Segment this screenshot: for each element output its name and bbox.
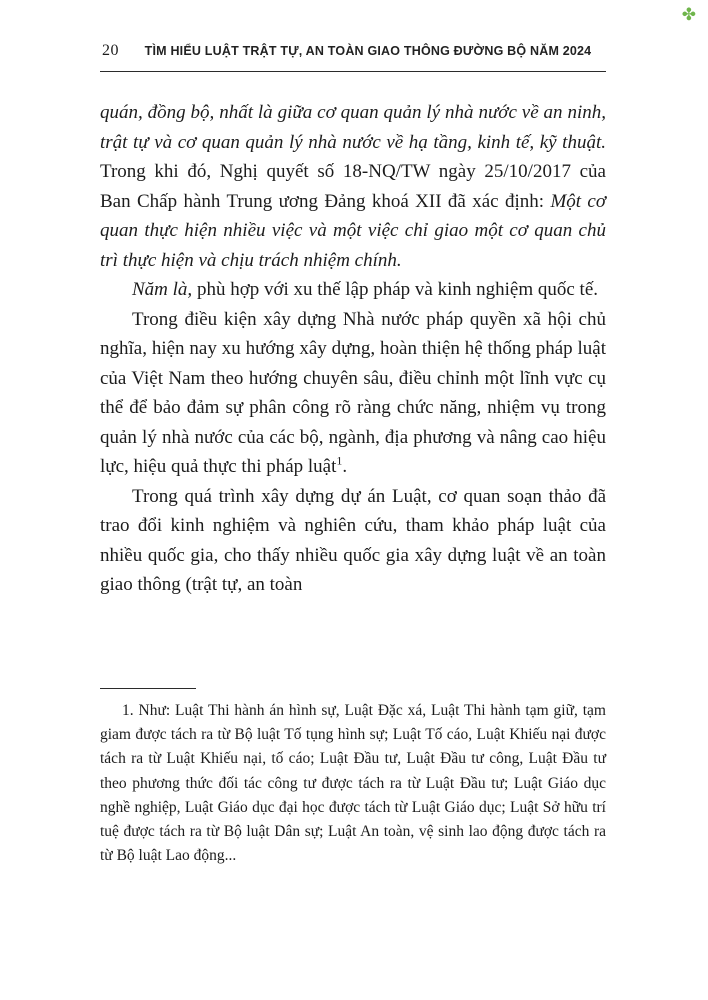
footnote-separator	[100, 688, 196, 689]
header-rule	[100, 71, 606, 72]
text-run: Trong quá trình xây dựng dự án Luật, cơ quan soạn thảo đã trao đổi kinh nghiệm và nghiên cứu, tham khảo pháp luật của nhiều quốc gia, cho thấy nhiều quốc gia xây dựng luật về an toàn giao thông (trật tự, an toàn	[100, 485, 606, 595]
text-run: Trong khi đó, Nghị quyết số 18-NQ/TW ngày 25/10/2017 của Ban Chấp hành Trung ương Đảng khoá XII đã xác định:	[100, 161, 606, 212]
text-run: phù hợp với xu thế lập pháp và kinh nghiệm quốc tế.	[196, 279, 599, 300]
decorative-flower-icon: ✤	[681, 5, 696, 24]
text-run: Trong điều kiện xây dựng Nhà nước pháp quyền xã hội chủ nghĩa, hiện nay xu hướng xây dựng, hoàn thiện hệ thống pháp luật của Việt Nam theo hướng chuyên sâu, điều chỉnh một lĩnh vực cụ thể để bảo đảm sự phân công rõ ràng chức năng, nhiệm vụ trong quản lý nhà nước của các bộ, ngành, địa phương và nâng cao hiệu lực, hiệu quả thực thi pháp luật	[100, 308, 606, 477]
paragraph	[100, 305, 606, 482]
text-run: Một cơ quan thực hiện nhiều việc và một việc chỉ giao một cơ quan chủ trì thực hiện và chịu trách nhiệm chính.	[100, 190, 606, 271]
footnote-block	[100, 688, 606, 868]
body-paragraphs	[100, 98, 606, 600]
paragraph	[100, 98, 606, 275]
running-header-title: TÌM HIỂU LUẬT TRẬT TỰ, AN TOÀN GIAO THÔNG ĐƯỜNG BỘ NĂM 2024	[144, 44, 592, 58]
text-run: .	[342, 456, 348, 477]
paragraph	[100, 482, 606, 600]
footnote-text: 1. Như: Luật Thi hành án hình sự, Luật Đặc xá, Luật Thi hành tạm giữ, tạm giam được tách ra từ Bộ luật Tố tụng hình sự; Luật Tố cáo, Luật Khiếu nại được tách ra từ Luật Khiếu nại, tố cáo; Luật Đầu tư, Luật Đầu tư công, Luật Đầu tư theo phương thức đối tác công tư được tách ra từ Luật Đầu tư; Luật Giáo dục nghề nghiệp, Luật Giáo dục đại học được tách từ Luật Giáo dục; Luật Sở hữu trí tuệ được tách ra từ Bộ luật Dân sự; Luật An toàn, vệ sinh lao động được tách ra từ Bộ luật Lao động...	[100, 702, 606, 865]
footnote-reference: 1	[336, 453, 343, 468]
running-header	[100, 40, 606, 64]
page-number: 20	[102, 42, 119, 59]
paragraph	[100, 275, 606, 305]
text-run: quán, đồng bộ, nhất là giữa cơ quan quản lý nhà nước về an ninh, trật tự và cơ quan quản lý nhà nước về hạ tầng, kinh tế, kỹ thuật.	[100, 102, 606, 153]
text-run: Năm là,	[132, 279, 197, 300]
